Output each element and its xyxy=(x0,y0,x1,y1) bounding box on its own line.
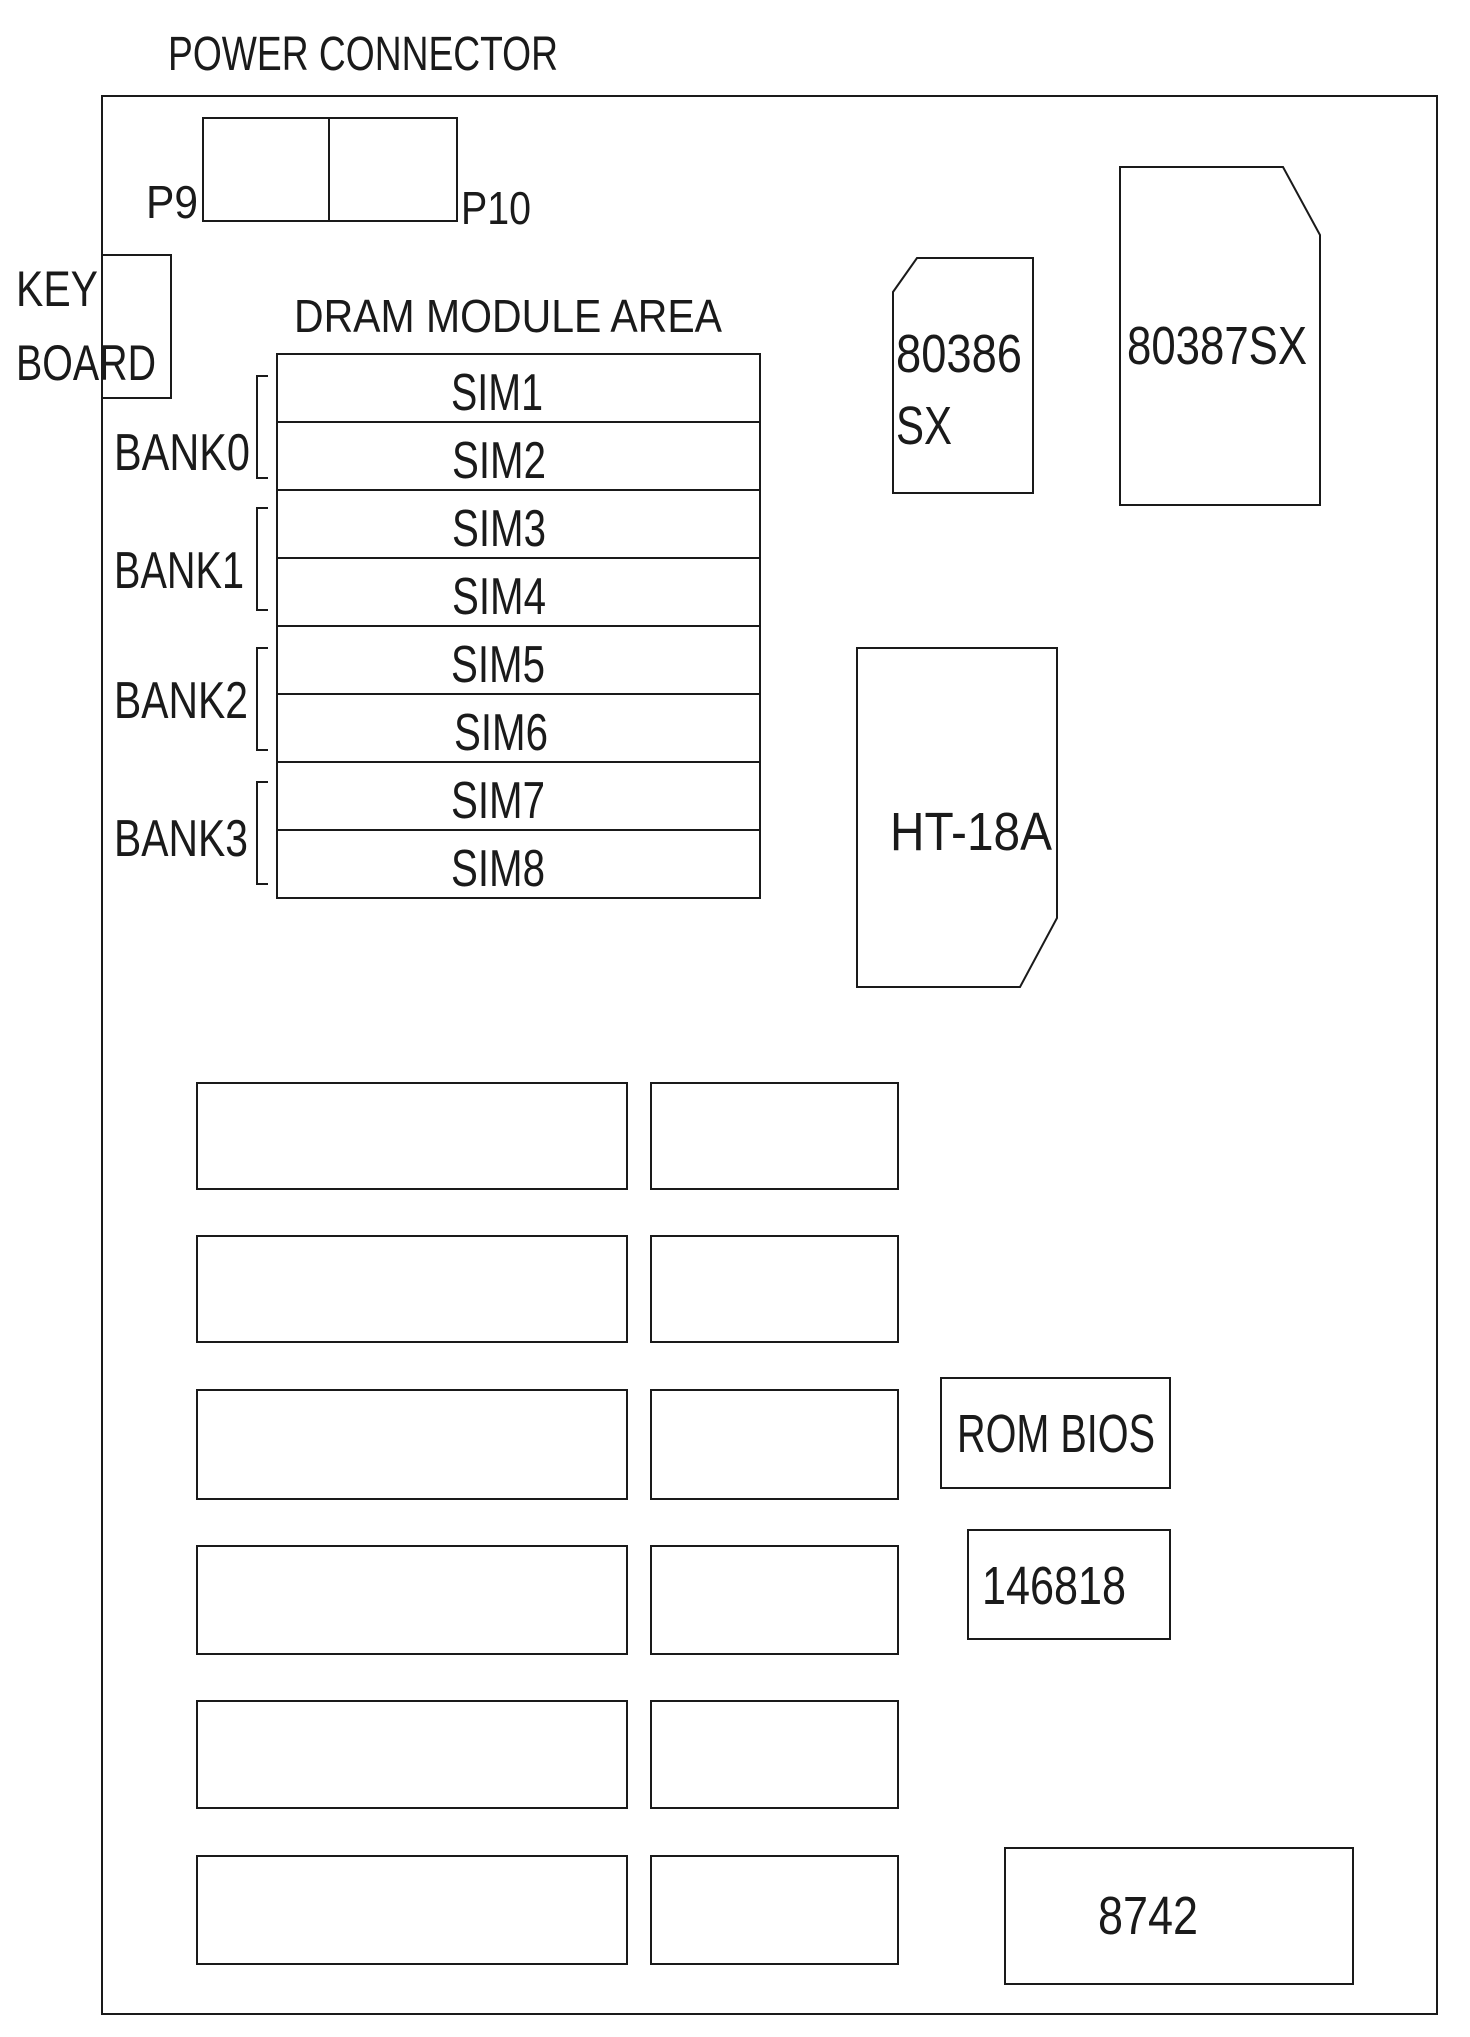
rom-bios-label: ROM BIOS xyxy=(957,1404,1155,1464)
sim-label: SIM1 xyxy=(451,364,543,422)
fpu-label: 80387SX xyxy=(1127,316,1307,376)
cpu-label-line2: SX xyxy=(896,396,952,456)
dram-area-title: DRAM MODULE AREA xyxy=(294,290,723,342)
cpu-label-line1: 80386 xyxy=(896,324,1022,384)
expansion-slot-short xyxy=(651,1546,898,1654)
sim-label: SIM7 xyxy=(451,772,545,830)
expansion-slot-short xyxy=(651,1083,898,1189)
bank-label: BANK0 xyxy=(114,424,250,482)
bank-bracket xyxy=(257,648,268,750)
expansion-slot-long xyxy=(197,1701,627,1808)
sim-label: SIM8 xyxy=(451,840,545,898)
expansion-slot-short xyxy=(651,1856,898,1964)
expansion-slot-long xyxy=(197,1546,627,1654)
expansion-slot-short xyxy=(651,1701,898,1808)
power-connector-title: POWER CONNECTOR xyxy=(168,28,558,81)
sim-label: SIM2 xyxy=(452,432,546,490)
p10-connector xyxy=(329,118,457,221)
rtc-label: 146818 xyxy=(982,1556,1126,1616)
bank-bracket xyxy=(257,376,268,478)
expansion-slot-short xyxy=(651,1236,898,1342)
bank-label: BANK2 xyxy=(114,672,248,730)
chipset-label: HT-18A xyxy=(890,802,1052,862)
expansion-slot-long xyxy=(197,1083,627,1189)
expansion-slot-long xyxy=(197,1236,627,1342)
keyboard-controller-label: 8742 xyxy=(1098,1886,1198,1946)
expansion-slot-long xyxy=(197,1390,627,1499)
keyboard-label-line1: KEY xyxy=(16,261,98,317)
p9-label: P9 xyxy=(146,176,198,228)
sim-label: SIM6 xyxy=(454,704,548,762)
expansion-slot-short xyxy=(651,1390,898,1499)
p9-connector xyxy=(203,118,329,221)
bank-label: BANK3 xyxy=(114,810,248,868)
bank-bracket xyxy=(257,782,268,884)
keyboard-label-line2: BOARD xyxy=(16,335,156,391)
sim-label: SIM3 xyxy=(452,500,546,558)
sim-label: SIM5 xyxy=(451,636,545,694)
sim-label: SIM4 xyxy=(452,568,546,626)
bank-label: BANK1 xyxy=(114,542,244,600)
expansion-slot-long xyxy=(197,1856,627,1964)
p10-label: P10 xyxy=(461,182,531,234)
board-outline xyxy=(102,96,1437,2014)
bank-bracket xyxy=(257,508,268,610)
expansion-slots xyxy=(197,1083,898,1964)
